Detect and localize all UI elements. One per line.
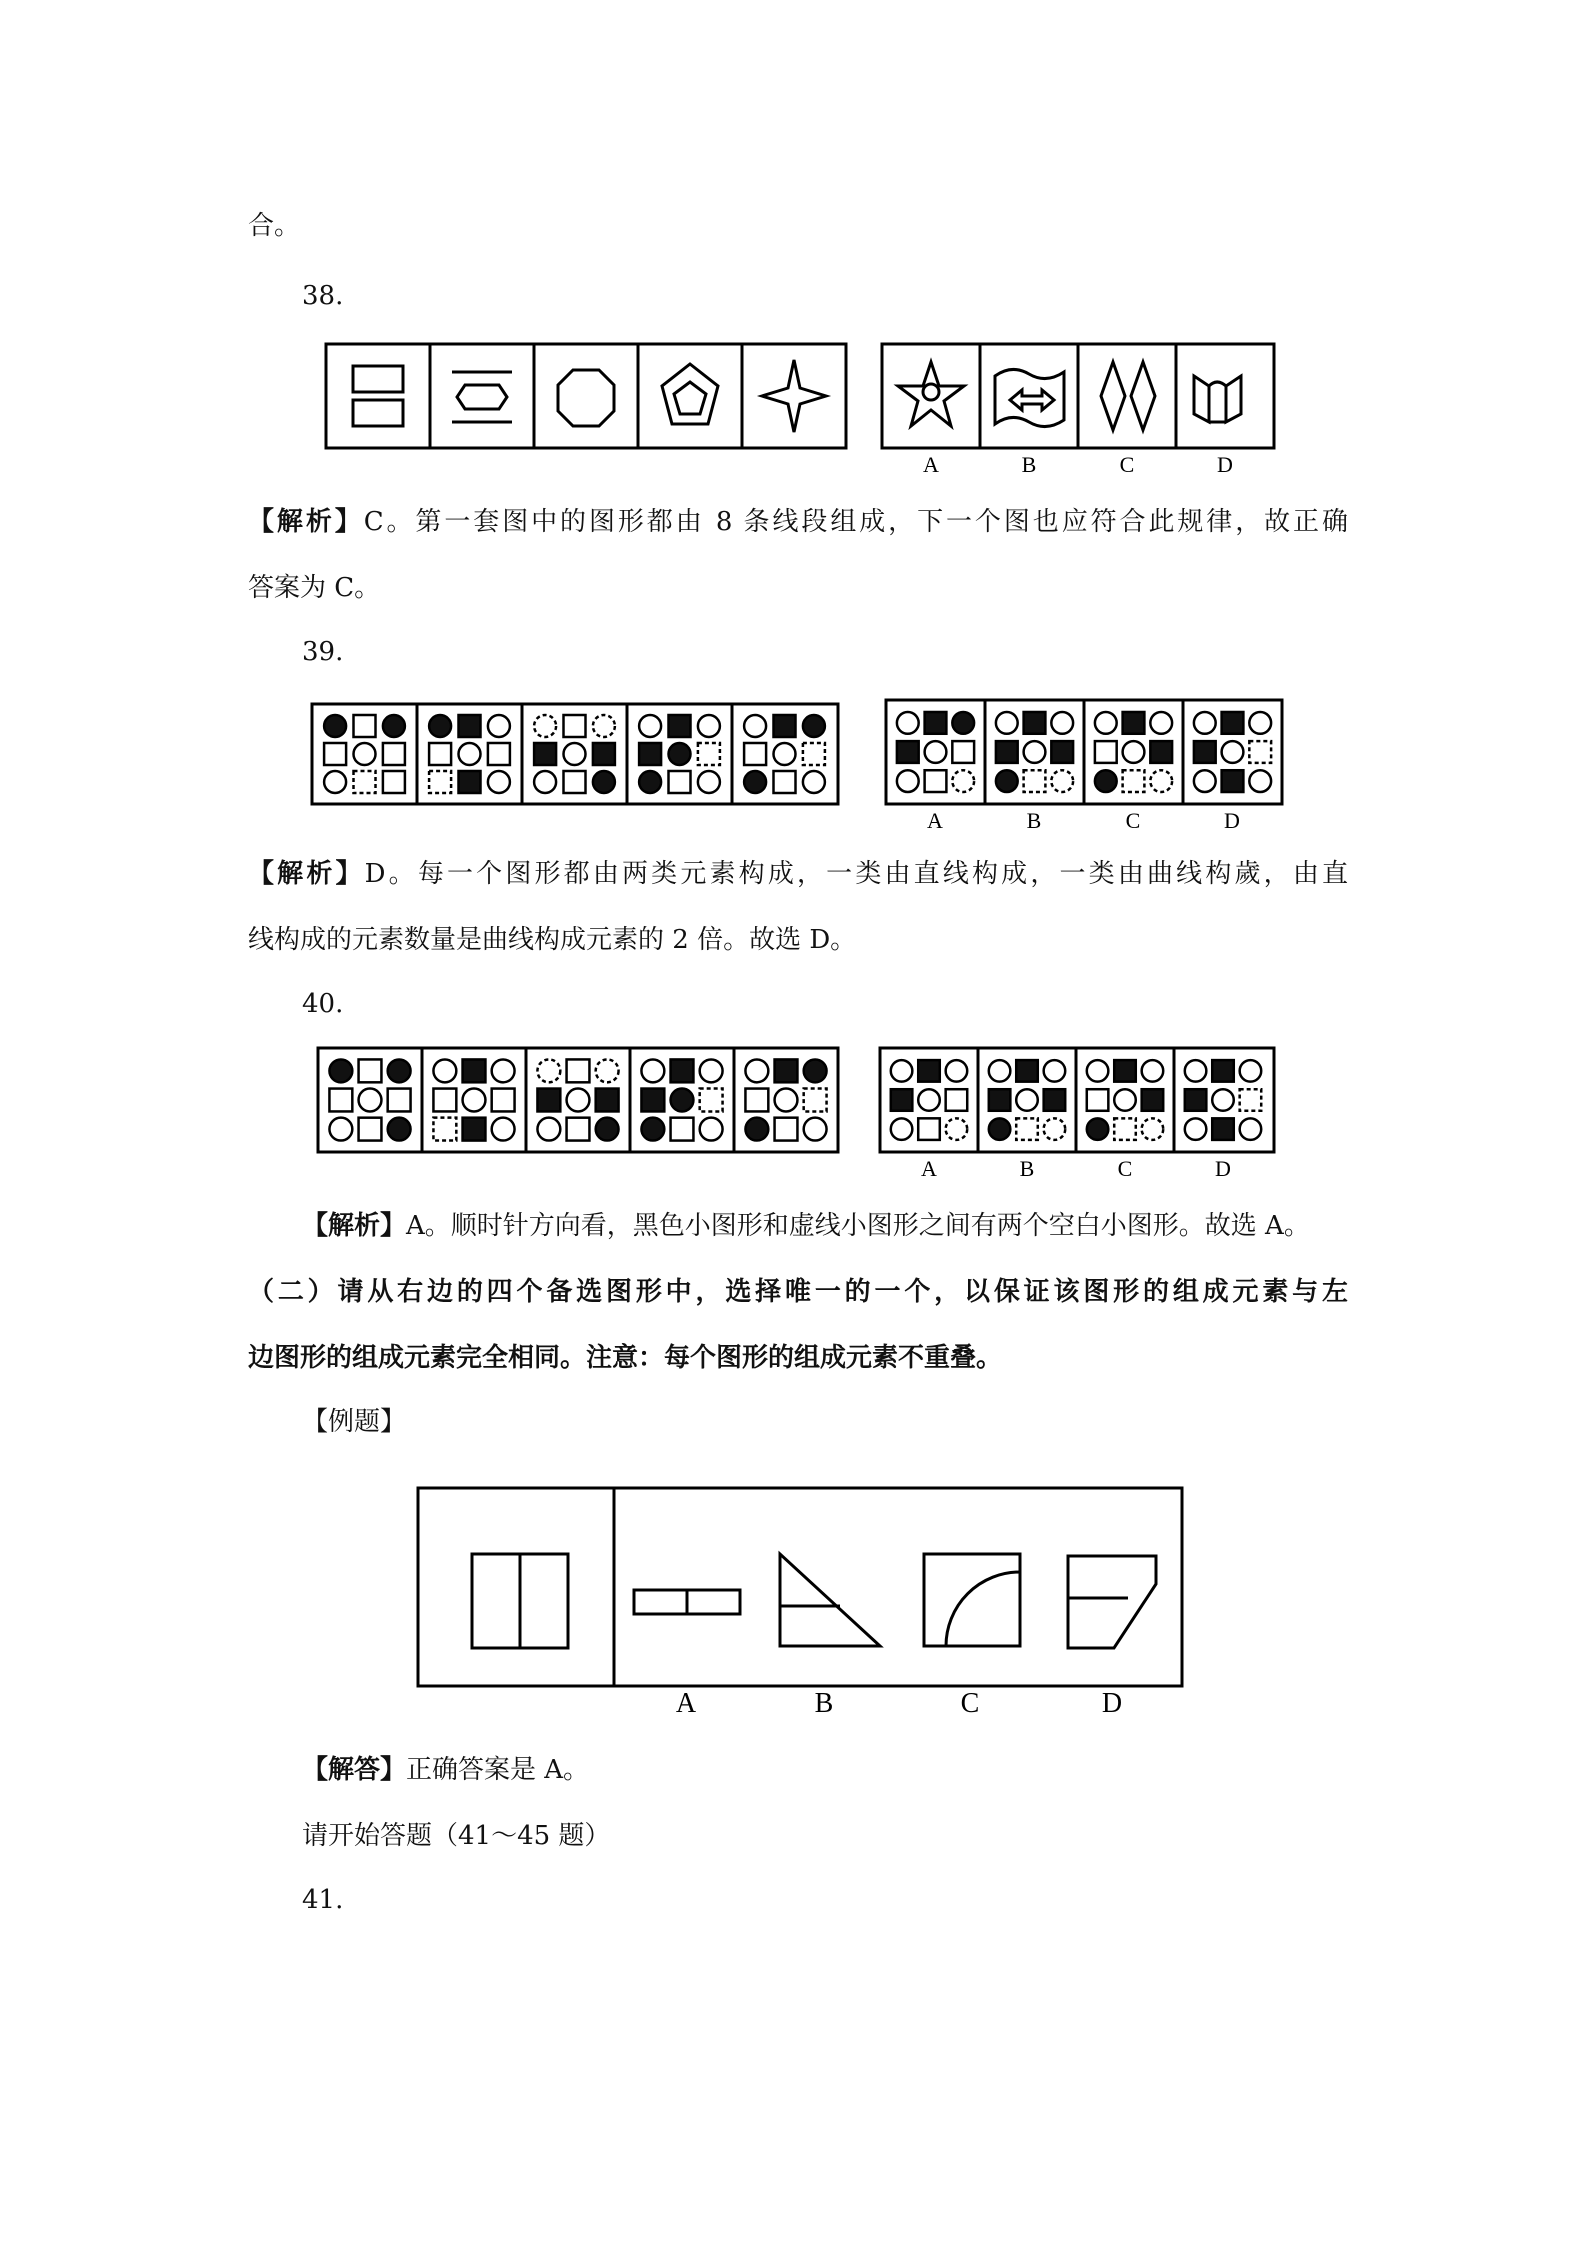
grid-circle xyxy=(803,771,825,793)
grid-square xyxy=(596,1089,619,1112)
grid-square xyxy=(383,743,405,765)
grid-circle xyxy=(1142,1118,1164,1140)
analysis-tag: 【解析】 xyxy=(248,507,364,537)
grid-square xyxy=(897,741,919,763)
analysis-text: A。顺时针方向看，黑色小图形和虚线小图形之间有两个空白小图形。故选 A。 xyxy=(406,1211,1310,1241)
q40-option-label-a: A xyxy=(921,1156,937,1181)
question-41-number: 41. xyxy=(302,1885,344,1915)
grid-square xyxy=(946,1089,968,1111)
grid-circle xyxy=(324,715,346,737)
grid-square xyxy=(1185,1089,1207,1111)
grid-square xyxy=(639,743,661,765)
grid-square xyxy=(925,712,947,734)
grid-square xyxy=(1123,712,1145,734)
analysis-tag: 【解析】 xyxy=(302,1211,407,1241)
grid-circle xyxy=(1123,741,1145,763)
grid-circle xyxy=(952,712,974,734)
grid-circle xyxy=(891,1118,913,1140)
grid-square xyxy=(429,771,451,793)
question-38-analysis-line2: 答案为 C。 xyxy=(248,573,381,603)
grid-circle xyxy=(946,1060,968,1082)
question-38-analysis-line1 xyxy=(248,504,1348,540)
grid-circle xyxy=(1087,1118,1109,1140)
grid-square xyxy=(671,1118,694,1141)
grid-circle xyxy=(429,715,451,737)
grid-circle xyxy=(463,1089,486,1112)
section-2-heading-line2: 边图形的组成元素完全相同。注意：每个图形的组成元素不重叠。 xyxy=(248,1343,1003,1373)
grid-circle xyxy=(567,1089,590,1112)
grid-circle xyxy=(537,1118,560,1141)
question-40-figure xyxy=(314,1040,1284,1180)
grid-square xyxy=(989,1089,1011,1111)
grid-circle xyxy=(897,712,919,734)
grid-square xyxy=(1212,1118,1234,1140)
grid-square xyxy=(1087,1089,1109,1111)
grid-square xyxy=(774,715,796,737)
grid-circle xyxy=(1212,1089,1234,1111)
example-label: 【例题】 xyxy=(302,1407,407,1437)
grid-circle xyxy=(534,771,556,793)
grid-circle xyxy=(641,1059,664,1082)
grid-circle xyxy=(698,715,720,737)
grid-square xyxy=(537,1089,560,1112)
grid-square xyxy=(700,1089,723,1112)
grid-circle xyxy=(1185,1060,1207,1082)
grid-circle xyxy=(1087,1060,1109,1082)
question-38-figure xyxy=(320,336,1280,478)
grid-square xyxy=(1016,1118,1038,1140)
grid-square xyxy=(918,1060,940,1082)
grid-circle xyxy=(1240,1118,1262,1140)
grid-circle xyxy=(329,1118,352,1141)
grid-circle xyxy=(354,743,376,765)
grid-circle xyxy=(564,743,586,765)
grid-circle xyxy=(488,771,510,793)
grid-square xyxy=(775,1059,798,1082)
grid-square xyxy=(774,771,796,793)
example-option-label-d: D xyxy=(1101,1688,1123,1719)
grid-square xyxy=(641,1089,664,1112)
grid-circle xyxy=(534,715,556,737)
grid-square xyxy=(744,743,766,765)
grid-circle xyxy=(1051,712,1073,734)
grid-square xyxy=(463,1118,486,1141)
question-40-analysis xyxy=(302,1208,1310,1244)
grid-circle xyxy=(1194,712,1216,734)
grid-square xyxy=(1194,741,1216,763)
analysis-text: D。每一个图形都由两类元素构成，一类由直线构成，一类由曲线构歲，由直 xyxy=(364,859,1348,889)
question-39-figure xyxy=(308,692,1288,832)
grid-square xyxy=(324,743,346,765)
grid-circle xyxy=(324,771,346,793)
grid-circle xyxy=(1249,712,1271,734)
example-answer xyxy=(302,1752,589,1788)
grid-square xyxy=(329,1089,352,1112)
grid-square xyxy=(459,715,481,737)
grid-circle xyxy=(1044,1118,1066,1140)
grid-square xyxy=(492,1089,515,1112)
grid-circle xyxy=(775,1089,798,1112)
question-39-analysis-line1 xyxy=(248,856,1348,892)
grid-circle xyxy=(1240,1060,1262,1082)
grid-circle xyxy=(989,1060,1011,1082)
grid-circle xyxy=(891,1060,913,1082)
grid-circle xyxy=(700,1118,723,1141)
grid-square xyxy=(564,771,586,793)
grid-square xyxy=(354,771,376,793)
grid-square xyxy=(1044,1089,1066,1111)
grid-square xyxy=(1212,1060,1234,1082)
grid-square xyxy=(567,1118,590,1141)
question-39-analysis-line2: 线构成的元素数量是曲线构成元素的 2 倍。故选 D。 xyxy=(248,925,857,955)
grid-circle xyxy=(1016,1089,1038,1111)
section-2-heading-line1: （二）请从右边的四个备选图形中，选择唯一的一个，以保证该图形的组成元素与左 xyxy=(248,1277,1348,1307)
grid-square xyxy=(383,771,405,793)
grid-circle xyxy=(925,741,947,763)
grid-square xyxy=(804,1089,827,1112)
example-option-label-b: B xyxy=(814,1688,834,1719)
question-38-number: 38. xyxy=(302,281,344,311)
grid-circle xyxy=(744,771,766,793)
grid-circle xyxy=(1142,1060,1164,1082)
grid-circle xyxy=(700,1059,723,1082)
grid-square xyxy=(891,1089,913,1111)
grid-circle xyxy=(388,1059,411,1082)
grid-circle xyxy=(359,1089,382,1112)
grid-circle xyxy=(641,1118,664,1141)
grid-square xyxy=(1222,712,1244,734)
grid-square xyxy=(803,743,825,765)
grid-square xyxy=(359,1118,382,1141)
answer-tag: 【解答】 xyxy=(302,1755,407,1785)
grid-square xyxy=(1150,741,1172,763)
grid-circle xyxy=(744,715,766,737)
grid-square xyxy=(669,715,691,737)
grid-circle xyxy=(596,1118,619,1141)
grid-circle xyxy=(952,770,974,792)
grid-circle xyxy=(492,1059,515,1082)
grid-square xyxy=(1016,1060,1038,1082)
grid-circle xyxy=(698,771,720,793)
grid-circle xyxy=(639,771,661,793)
grid-square xyxy=(567,1059,590,1082)
grid-circle xyxy=(383,715,405,737)
grid-circle xyxy=(488,715,510,737)
q40-option-label-b: B xyxy=(1019,1156,1035,1181)
analysis-text: C。第一套图中的图形都由 8 条线段组成，下一个图也应符合此规律，故正确 xyxy=(363,507,1348,537)
q39-option-label-c: C xyxy=(1125,808,1141,833)
grid-circle xyxy=(804,1118,827,1141)
grid-square xyxy=(1024,770,1046,792)
grid-square xyxy=(1222,770,1244,792)
grid-square xyxy=(1051,741,1073,763)
grid-circle xyxy=(537,1059,560,1082)
grid-circle xyxy=(745,1118,768,1141)
grid-circle xyxy=(1194,770,1216,792)
grid-circle xyxy=(1024,741,1046,763)
grid-square xyxy=(463,1059,486,1082)
grid-circle xyxy=(1222,741,1244,763)
grid-circle xyxy=(459,743,481,765)
grid-square xyxy=(459,771,481,793)
start-prompt: 请开始答题（41～45 题） xyxy=(302,1821,611,1851)
example-figure xyxy=(414,1476,1194,1719)
grid-square xyxy=(918,1118,940,1140)
grid-square xyxy=(488,743,510,765)
grid-circle xyxy=(1095,712,1117,734)
grid-square xyxy=(745,1089,768,1112)
grid-circle xyxy=(671,1089,694,1112)
grid-circle xyxy=(989,1118,1011,1140)
question-40-number: 40. xyxy=(302,989,344,1019)
grid-square xyxy=(698,743,720,765)
grid-square xyxy=(388,1089,411,1112)
grid-circle xyxy=(897,770,919,792)
analysis-tag: 【解析】 xyxy=(248,859,365,889)
q38-option-label-c: C xyxy=(1119,452,1135,477)
grid-square xyxy=(1095,741,1117,763)
grid-square xyxy=(1240,1089,1262,1111)
grid-square xyxy=(952,741,974,763)
grid-square xyxy=(564,715,586,737)
grid-square xyxy=(775,1118,798,1141)
grid-square xyxy=(359,1059,382,1082)
grid-square xyxy=(534,743,556,765)
q40-option-label-d: D xyxy=(1215,1156,1231,1181)
grid-square xyxy=(669,771,691,793)
previous-answer-tail: 合。 xyxy=(248,211,301,241)
grid-square xyxy=(925,770,947,792)
question-39-number: 39. xyxy=(302,637,344,667)
grid-circle xyxy=(639,715,661,737)
grid-circle xyxy=(1249,770,1271,792)
grid-circle xyxy=(1095,770,1117,792)
grid-circle xyxy=(918,1089,940,1111)
example-option-label-c: C xyxy=(960,1688,980,1719)
grid-square xyxy=(1123,770,1145,792)
grid-circle xyxy=(745,1059,768,1082)
q38-option-label-b: B xyxy=(1021,452,1037,477)
grid-square xyxy=(354,715,376,737)
grid-circle xyxy=(593,771,615,793)
grid-circle xyxy=(1051,770,1073,792)
grid-circle xyxy=(388,1118,411,1141)
grid-circle xyxy=(996,770,1018,792)
grid-circle xyxy=(596,1059,619,1082)
grid-circle xyxy=(329,1059,352,1082)
grid-square xyxy=(1024,712,1046,734)
grid-circle xyxy=(946,1118,968,1140)
q38-option-label-d: D xyxy=(1217,452,1233,477)
grid-square xyxy=(1114,1118,1136,1140)
q38-option-label-a: A xyxy=(923,452,939,477)
grid-circle xyxy=(804,1059,827,1082)
grid-square xyxy=(996,741,1018,763)
grid-circle xyxy=(774,743,796,765)
answer-text: 正确答案是 A。 xyxy=(406,1755,590,1785)
grid-square xyxy=(429,743,451,765)
grid-circle xyxy=(492,1118,515,1141)
grid-circle xyxy=(593,715,615,737)
grid-circle xyxy=(1114,1089,1136,1111)
q39-option-label-a: A xyxy=(927,808,943,833)
grid-circle xyxy=(803,715,825,737)
grid-circle xyxy=(1044,1060,1066,1082)
grid-square xyxy=(433,1089,456,1112)
grid-circle xyxy=(996,712,1018,734)
q40-option-label-c: C xyxy=(1117,1156,1133,1181)
example-option-label-a: A xyxy=(675,1688,697,1719)
grid-square xyxy=(1249,741,1271,763)
grid-circle xyxy=(669,743,691,765)
grid-square xyxy=(593,743,615,765)
grid-circle xyxy=(1150,770,1172,792)
grid-square xyxy=(1114,1060,1136,1082)
grid-square xyxy=(1142,1089,1164,1111)
grid-square xyxy=(671,1059,694,1082)
grid-square xyxy=(433,1118,456,1141)
grid-circle xyxy=(1185,1118,1207,1140)
q39-option-label-b: B xyxy=(1026,808,1042,833)
grid-circle xyxy=(1150,712,1172,734)
grid-circle xyxy=(433,1059,456,1082)
q39-option-label-d: D xyxy=(1224,808,1240,833)
